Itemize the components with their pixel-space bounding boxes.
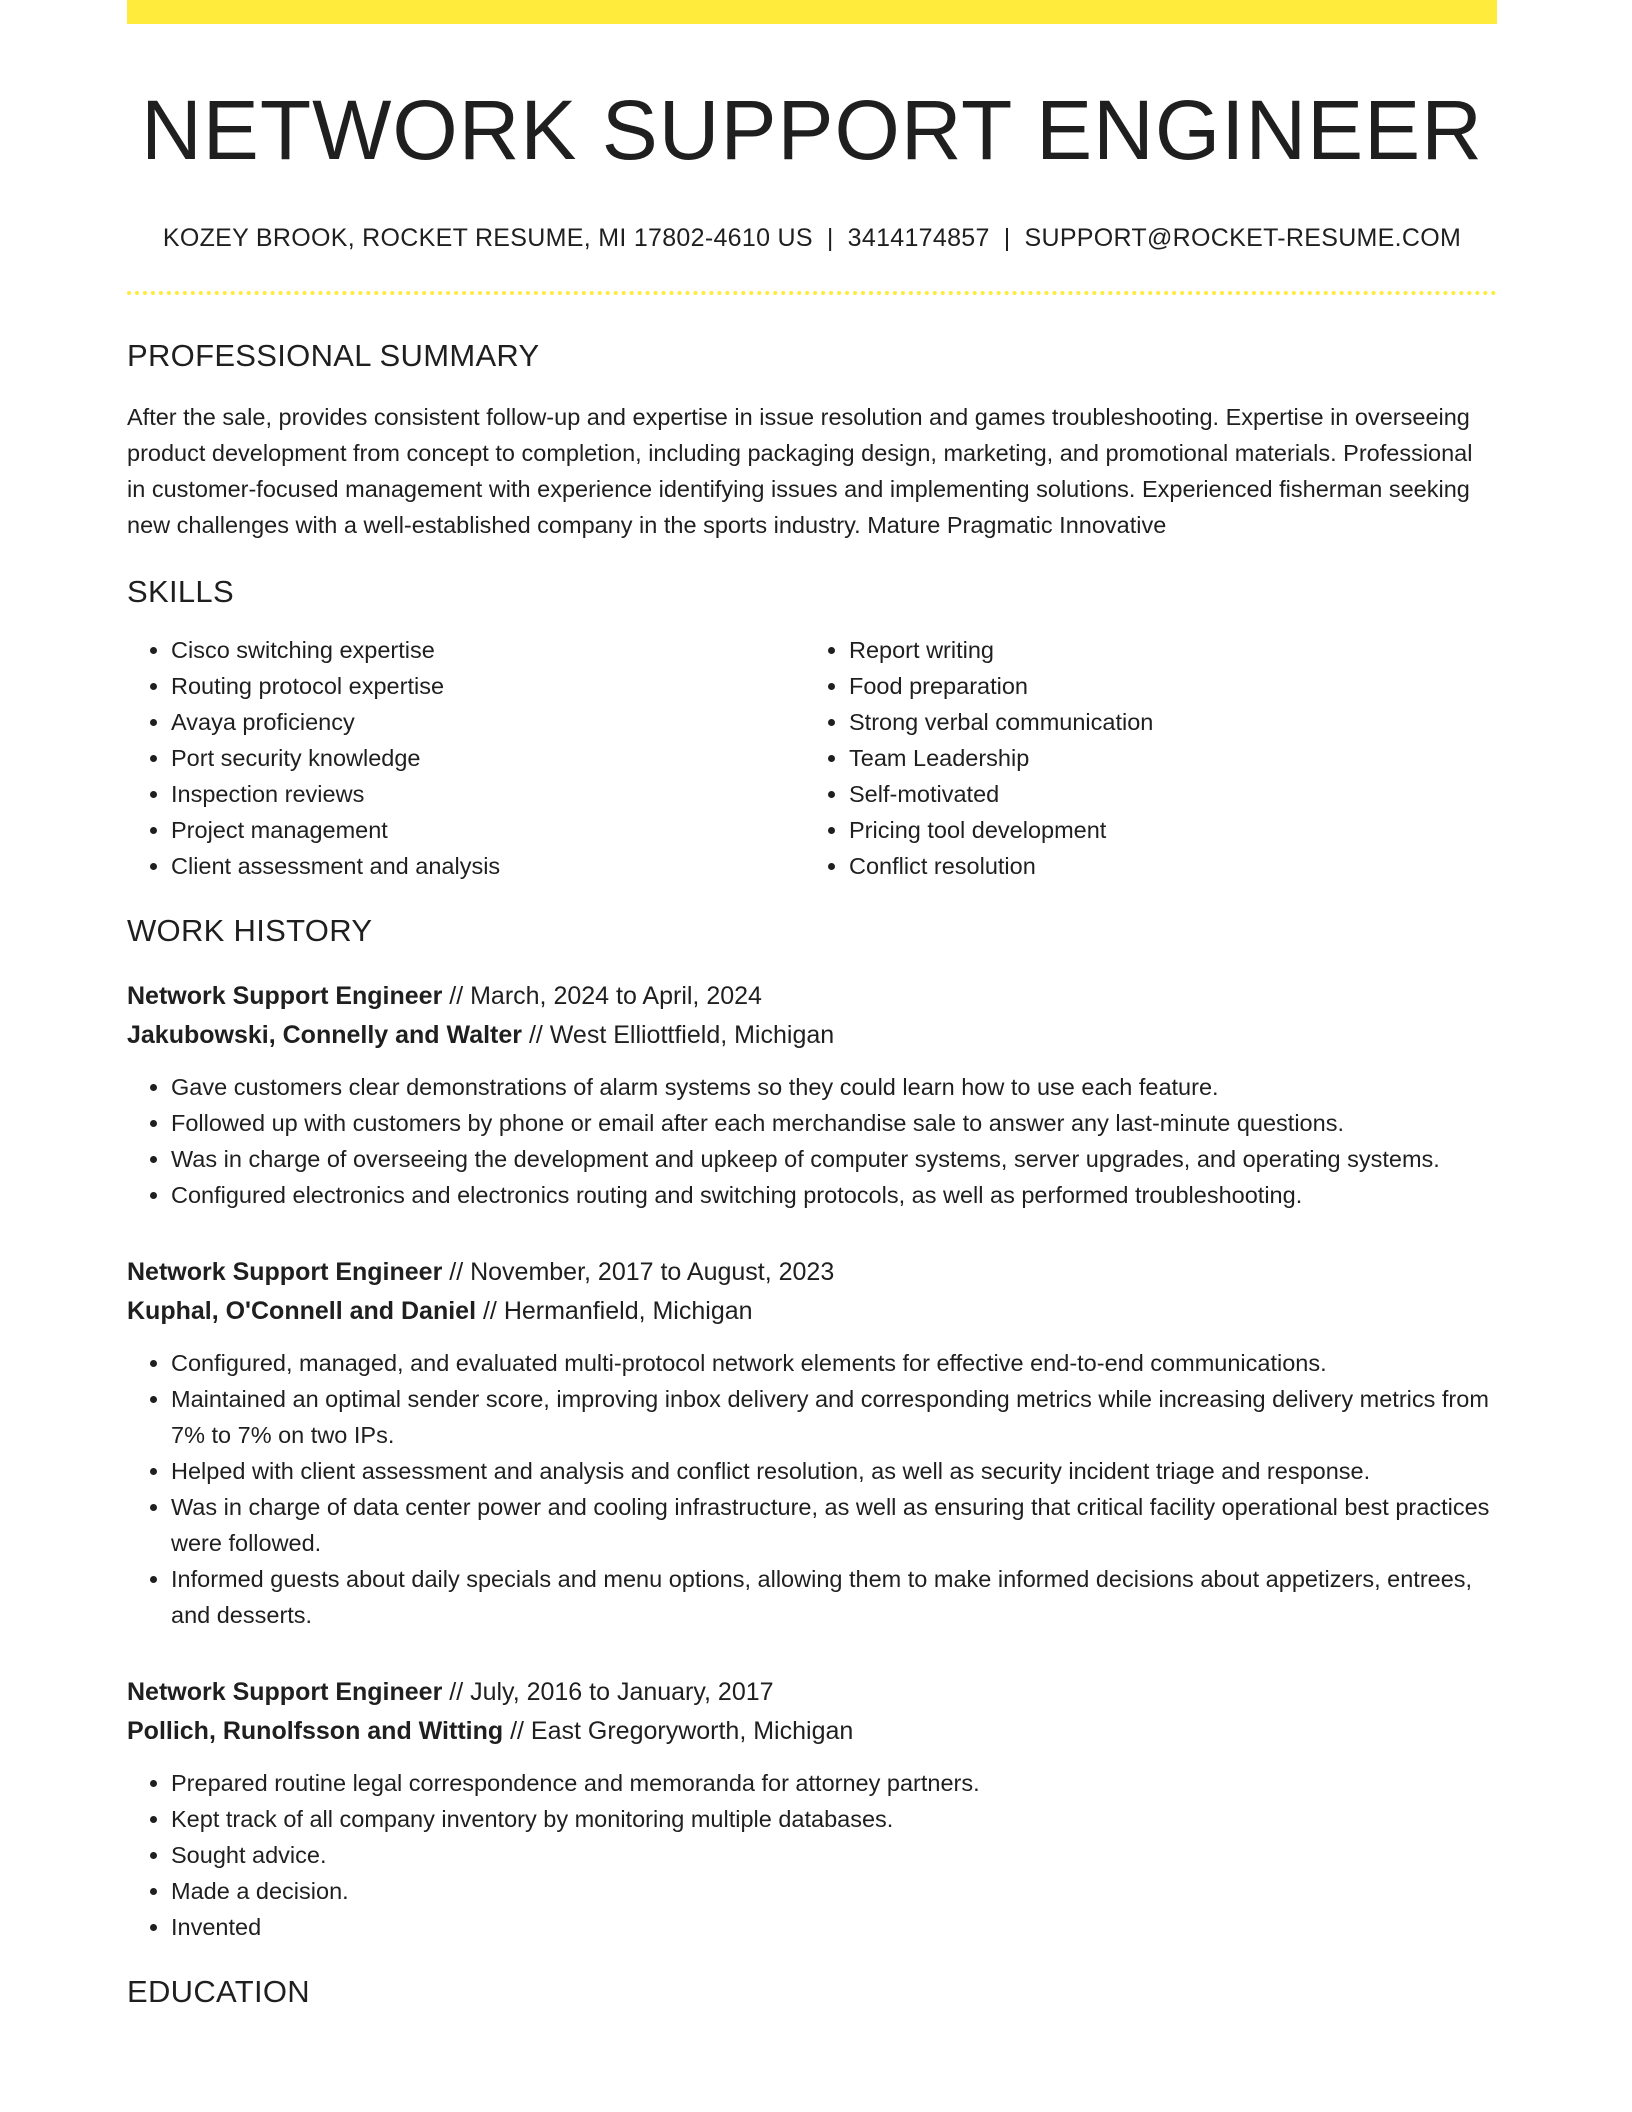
job-bullet: • Maintained an optimal sender score, improving inbox delivery and corresponding metrics while increasing delivery metrics from 7% to 7% on two IPs. [171,1381,1497,1453]
job-company-line [127,1292,1497,1331]
job-title-line [127,977,1497,1016]
job-bullet: • Configured, managed, and evaluated multi-protocol network elements for effective end-to-end communications. [171,1345,1497,1381]
skill-item: • Pricing tool development [849,812,1479,848]
job-bullet: • Was in charge of data center power and cooling infrastructure, as well as ensuring that critical facility operational best practices were followed. [171,1489,1497,1561]
job-title-line [127,1673,1497,1712]
job-dates: // March, 2024 to April, 2024 [442,981,762,1010]
skills-list [127,632,1497,884]
job-bullet: • Configured electronics and electronics routing and switching protocols, as well as performed troubleshooting. [171,1177,1497,1213]
skill-item: • Team Leadership [849,740,1479,776]
skill-item: • Client assessment and analysis [171,848,801,884]
skill-item: • Conflict resolution [849,848,1479,884]
job-company: Kuphal, O'Connell and Daniel [127,1296,477,1325]
skill-item: • Avaya proficiency [171,704,801,740]
job-title-line [127,1253,1497,1292]
job-bullets [127,1765,1497,1945]
job-entry [127,1253,1497,1633]
job-entry [127,1673,1497,1945]
job-bullet: • Followed up with customers by phone or email after each merchandise sale to answer any last-minute questions. [171,1105,1497,1141]
job-company: Pollich, Runolfsson and Witting [127,1716,504,1745]
dotted-divider [127,291,1497,295]
skill-item: • Project management [171,812,801,848]
job-company-line [127,1712,1497,1751]
skill-item: • Report writing [849,632,1479,668]
job-location: // West Elliottfield, Michigan [522,1020,835,1049]
job-bullet: • Sought advice. [171,1837,1497,1873]
job-bullet: • Made a decision. [171,1873,1497,1909]
job-entry [127,977,1497,1213]
job-bullets [127,1069,1497,1213]
job-bullet: • Was in charge of overseeing the development and upkeep of computer systems, server upgrades, and operating systems. [171,1141,1497,1177]
job-location: // Hermanfield, Michigan [476,1296,753,1325]
job-title: Network Support Engineer [127,1257,443,1286]
job-bullet: • Gave customers clear demonstrations of alarm systems so they could learn how to use each feature. [171,1069,1497,1105]
skill-item: • Food preparation [849,668,1479,704]
contact-separator: | [826,224,834,253]
skill-item: • Port security knowledge [171,740,801,776]
summary-text: After the sale, provides consistent follow-up and expertise in issue resolution and games troubleshooting. Expertise in overseeing product development from concept to completion, including packaging design, marketing, and promotional materials. Professional in customer-focused management with experience identifying issues and implementing solutions. Experienced fisherman seeking new challenges with a well-established company in the sports industry. Mature Pragmatic Innovative [127,403,1473,538]
skill-item: • Inspection reviews [171,776,801,812]
contact-separator: | [1003,224,1011,253]
job-bullet: • Prepared routine legal correspondence and memoranda for attorney partners. [171,1765,1497,1801]
job-dates: // July, 2016 to January, 2017 [442,1677,774,1706]
job-bullet: • Helped with client assessment and analysis and conflict resolution, as well as security incident triage and response. [171,1453,1497,1489]
contact-address: KOZEY BROOK, ROCKET RESUME, MI 17802-4610 US [162,224,813,253]
resume-page [127,0,1497,2010]
skill-item: • Self-motivated [849,776,1479,812]
job-bullets [127,1345,1497,1633]
job-title: Network Support Engineer [127,981,443,1010]
job-dates: // November, 2017 to August, 2023 [442,1257,835,1286]
resume-title: NETWORK SUPPORT ENGINEER [141,83,1483,177]
contact-phone: 3414174857 [847,224,990,253]
summary-heading: PROFESSIONAL SUMMARY [127,338,540,374]
job-bullet: • Informed guests about daily specials and menu options, allowing them to make informed decisions about appetizers, entrees, and desserts. [171,1561,1497,1633]
job-location: // East Gregoryworth, Michigan [503,1716,854,1745]
contact-email: SUPPORT@ROCKET-RESUME.COM [1024,224,1462,253]
job-bullet: • Invented [171,1909,1497,1945]
work-history-heading: WORK HISTORY [127,912,373,948]
skill-item: • Routing protocol expertise [171,668,801,704]
education-heading: EDUCATION [127,1973,310,2009]
job-title: Network Support Engineer [127,1677,443,1706]
skills-heading: SKILLS [127,573,234,609]
job-company: Jakubowski, Connelly and Walter [127,1020,522,1049]
skills-column-right [801,632,1479,884]
skill-item: • Strong verbal communication [849,704,1479,740]
skills-column-left [127,632,801,884]
job-bullet: • Kept track of all company inventory by monitoring multiple databases. [171,1801,1497,1837]
job-company-line [127,1016,1497,1055]
top-accent-bar [127,0,1497,24]
contact-line [127,224,1497,253]
skill-item: • Cisco switching expertise [171,632,801,668]
